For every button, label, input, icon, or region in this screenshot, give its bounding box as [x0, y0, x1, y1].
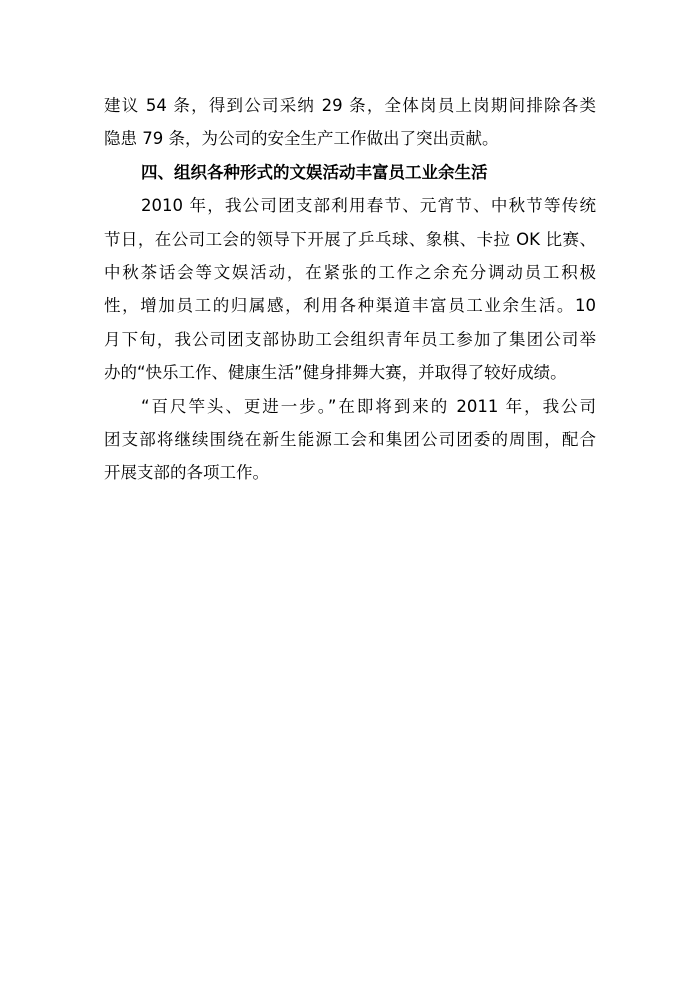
- paragraph-line: “百尺竿头、更进一步。”在即将到来的 2011 年，我公司: [141, 396, 596, 416]
- paragraph-line: 开展支部的各项工作。: [104, 463, 269, 483]
- document-body: [104, 89, 596, 490]
- paragraph-line: 中秋茶话会等文娱活动，在紧张的工作之余充分调动员工积极: [104, 262, 596, 282]
- paragraph-line: 隐患 79 条，为公司的安全生产工作做出了突出贡献。: [104, 129, 499, 149]
- paragraph-line: 月下旬，我公司团支部协助工会组织青年员工参加了集团公司举: [104, 329, 596, 349]
- paragraph-line: 2010 年，我公司团支部利用春节、元宵节、中秋节等传统: [141, 196, 596, 216]
- paragraph-line: 团支部将继续围绕在新生能源工会和集团公司团委的周围，配合: [104, 429, 596, 449]
- section-heading: 四、组织各种形式的文娱活动丰富员工业余生活: [141, 162, 488, 182]
- paragraph-line: 性，增加员工的归属感，利用各种渠道丰富员工业余生活。10: [104, 296, 596, 316]
- paragraph-line: 办的“快乐工作、健康生活”健身排舞大赛，并取得了较好成绩。: [104, 363, 567, 383]
- paragraph-line: 节日，在公司工会的领导下开展了乒乓球、象棋、卡拉 OK 比赛、: [104, 229, 596, 249]
- paragraph-line: 建议 54 条，得到公司采纳 29 条，全体岗员上岗期间排除各类: [104, 96, 596, 115]
